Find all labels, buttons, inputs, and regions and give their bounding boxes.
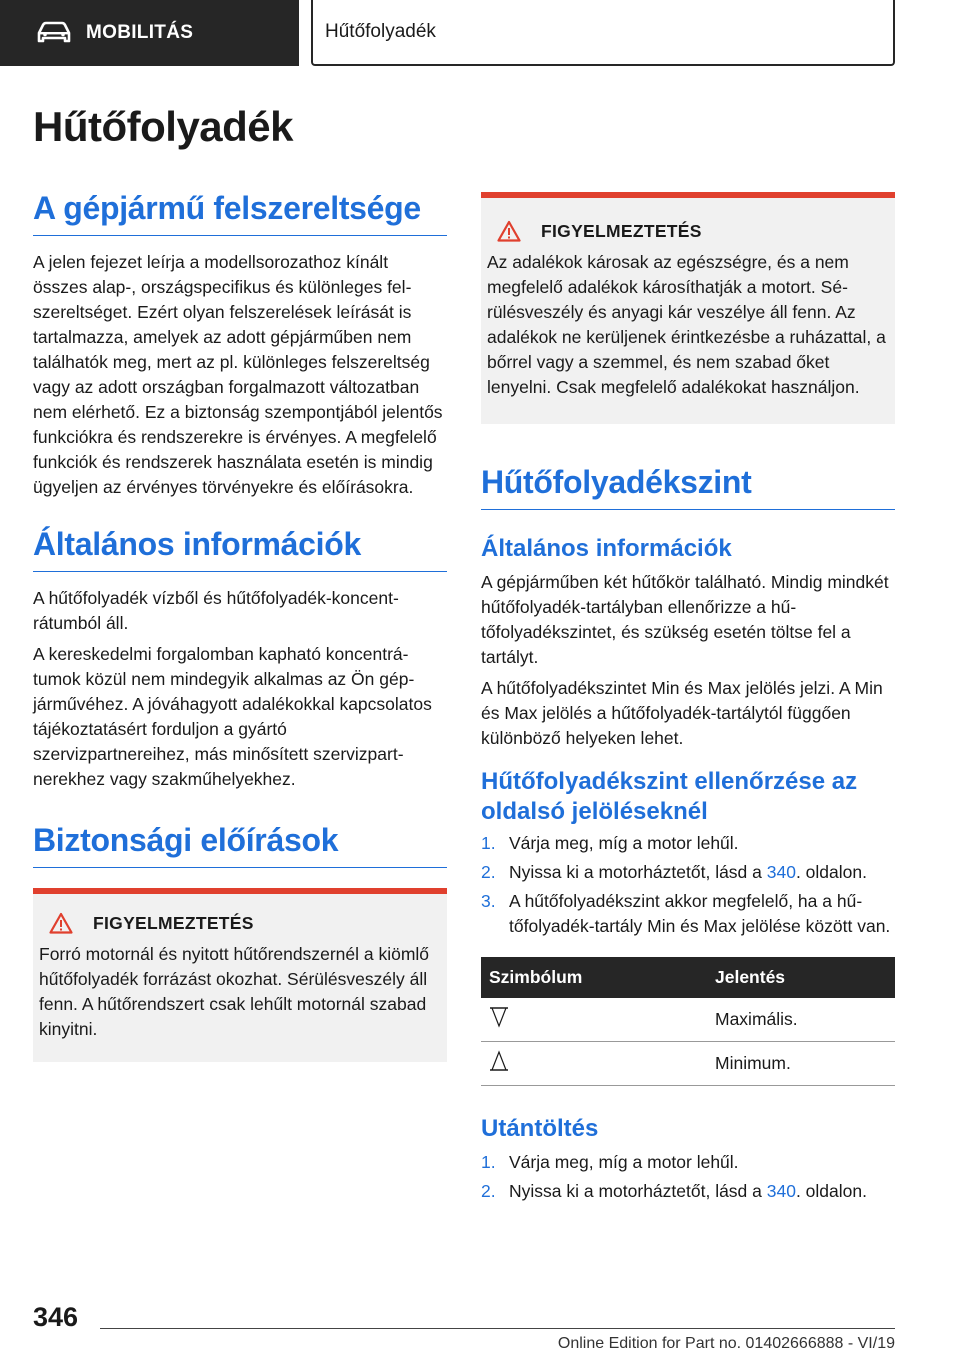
- section-tab[interactable]: [0, 0, 299, 66]
- section-heading-safety: Biztonsági előírások: [33, 822, 447, 868]
- warning-text: Az adalékok károsak az egészségre, és a nem megfelelő adalékok károsíthatják a motort. Sérülésveszély és anyagi kár veszélye áll fenn. Az adalékok ne kerüljenek érintkezésbe a ruházattal, a bőrrel vagy a szemmel, és nem szabad őket lenyelni. Csak megfelelő adalékokat használjon.: [487, 252, 886, 397]
- coolant-level-p2: A hűtőfolyadékszintet Min és Max jelölés jelzi. A Min és Max jelölés a hűtőfolyadék-tartálytól függően különböző helyeken lehet.: [481, 678, 883, 748]
- step-text: Nyissa ki a motorháztetőt, lásd a 340. oldalon.: [509, 1181, 867, 1201]
- table-row: [481, 998, 895, 1042]
- warning-text: Forró motornál és nyitott hűtőrendszernél a kiömlő hűtőfolyadék forrázást okozhat. Sérülésveszély áll fenn. A hűtőrendszert csak lehűlt motornál szabad kinyitni.: [39, 944, 430, 1039]
- right-column: [481, 192, 895, 1212]
- warning-header: [487, 220, 887, 242]
- chapter-bar: [311, 0, 895, 66]
- section-heading-coolant-level: Hűtőfolyadékszint: [481, 464, 895, 510]
- step-number: 2.: [481, 1181, 496, 1201]
- step-text: A hűtőfolyadékszint akkor megfelelő, ha a hűtőfolyadék-tartály Min és Max jelölése között van.: [509, 891, 891, 936]
- step-number: 1.: [481, 1152, 496, 1172]
- warning-title: FIGYELMEZTETÉS: [541, 220, 702, 241]
- page-header: [0, 0, 960, 66]
- page-title: Hűtőfolyadék: [33, 103, 294, 150]
- list-item: [481, 831, 895, 856]
- list-item: [481, 889, 895, 939]
- max-mark-icon: [489, 1006, 509, 1028]
- general-info-p2: A kereskedelmi forgalomban kapható koncentrátumok közül nem mindegyik alkalmas az Ön gépjárművéhez. A jóváhagyott adalékokkal kapcsolatos tájékoztatásért forduljon a gyártó szervizpartnereihez, más minősített szervizpartnerekhez vagy szakműhelyekhez.: [33, 644, 432, 789]
- symbol-cell: [481, 1042, 707, 1086]
- symbol-cell: [481, 998, 707, 1042]
- step-number: 1.: [481, 833, 496, 853]
- page-link[interactable]: 340: [766, 1181, 796, 1201]
- table-header-row: [481, 957, 895, 998]
- page-link[interactable]: 340: [766, 862, 796, 882]
- warning-title: FIGYELMEZTETÉS: [93, 912, 254, 933]
- symbol-table: [481, 957, 895, 1086]
- list-item: [481, 1150, 895, 1175]
- step-number: 2.: [481, 862, 496, 882]
- footer-divider: [100, 1328, 895, 1329]
- step-text: Várja meg, míg a motor lehűl.: [509, 833, 739, 853]
- warning-header: [39, 912, 439, 934]
- table-row: [481, 1042, 895, 1086]
- subheading-refill: Utántöltés: [481, 1115, 599, 1142]
- edition-text: Online Edition for Part no. 01402666888 - VI/19: [557, 1335, 895, 1352]
- warning-box-additives: [481, 192, 895, 424]
- equipment-text: A jelen fejezet leírja a modellsorozathoz kínált összes alap-, országspecifikus és különleges felszereltséget. Ezért olyan felszerelések leírását is tartalmazza, amelyek az adott gépjárműben nem találhatók meg, mert az pl. különleges felszereltség vagy az adott országban forgalmazott változatban nem elérhető. Ez a biztonság szempontjából jelentős funkciókra és rendszerekre is érvényes. A megfelelő funkciók és rendszerek használata esetén is mindig ügyeljen az érvényes törvényekre és előírásokra.: [33, 252, 443, 497]
- list-item: [481, 1179, 895, 1204]
- left-column: [33, 190, 447, 1062]
- step-number: 3.: [481, 891, 496, 911]
- check-steps-list: [481, 831, 895, 939]
- step-text: Nyissa ki a motorháztetőt, lásd a 340. oldalon.: [509, 862, 867, 882]
- list-item: [481, 860, 895, 885]
- section-label: MOBILITÁS: [86, 22, 194, 43]
- column-header: Jelentés: [707, 957, 895, 998]
- column-header: Szimbólum: [481, 957, 707, 998]
- warning-triangle-icon: [497, 220, 521, 242]
- section-heading-equipment: A gépjármű felszereltsége: [33, 190, 447, 236]
- chapter-label: Hűtőfolyadék: [325, 21, 436, 42]
- meaning-cell: Maximális.: [707, 998, 895, 1042]
- warning-triangle-icon: [49, 912, 73, 934]
- step-text: Várja meg, míg a motor lehűl.: [509, 1152, 739, 1172]
- coolant-level-p1: A gépjárműben két hűtőkör található. Mindig mindkét hűtőfolyadék-tartályban ellenőrizze a hűtőfolyadékszintet, és szükség esetén töltse fel a tartályt.: [481, 572, 889, 667]
- subheading-side-marks: Hűtőfolyadékszint ellenőrzése az oldalsó jelöléseknél: [481, 768, 858, 825]
- subheading-general-info: Általános információk: [481, 535, 732, 562]
- section-heading-general-info: Általános információk: [33, 526, 447, 572]
- min-mark-icon: [489, 1050, 509, 1072]
- car-icon: [36, 21, 72, 45]
- refill-steps-list: [481, 1150, 895, 1204]
- warning-box-hot-engine: [33, 888, 447, 1062]
- meaning-cell: Minimum.: [707, 1042, 895, 1086]
- general-info-p1: A hűtőfolyadék vízből és hűtőfolyadék-koncentrátumból áll.: [33, 588, 399, 633]
- page-footer: [0, 1290, 960, 1362]
- page-number: 346: [33, 1302, 79, 1332]
